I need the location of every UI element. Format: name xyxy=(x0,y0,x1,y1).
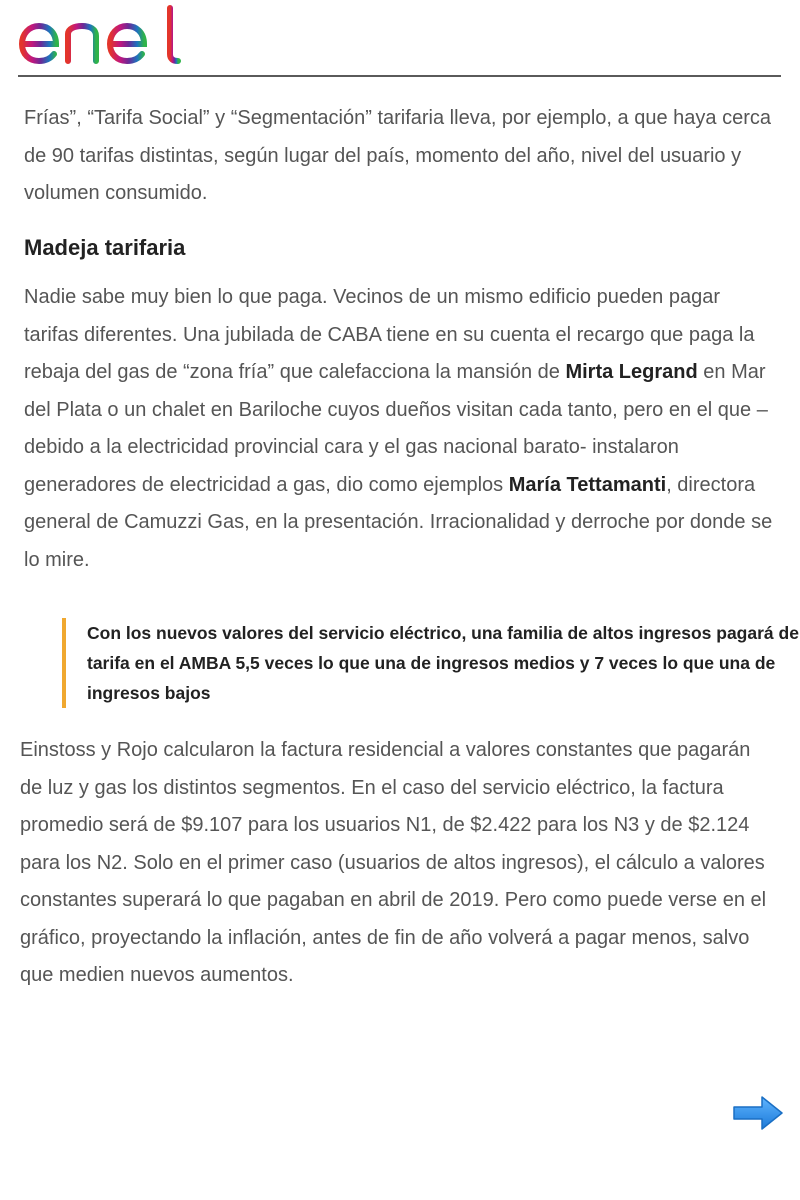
enel-logo[interactable] xyxy=(18,4,183,66)
paragraph-2-text-1: Nadie sabe muy bien lo que paga. Vecinos de un mismo edificio pueden pagar tarifas diferentes. Una jubilada de CABA tiene en su cuenta el recargo que paga la rebaja del gas de “zona fría” que calefacciona la mansión de xyxy=(24,286,755,383)
page-header xyxy=(18,0,781,77)
arrow-right-icon[interactable] xyxy=(732,1094,784,1132)
article-paragraph-3: Einstoss y Rojo calcularon la factura residencial a valores constantes que pagarán de luz y gas los distintos segmentos. En el caso del servicio eléctrico, la factura promedio será de $9.107 para los usuarios N1, de $2.422 para los N3 y de $2.124 para los N2. Solo en el primer caso (usuarios de altos ingresos), el cálculo a valores constantes superará lo que pagaban en abril de 2019. Pero como puede verse en el gráfico, proyectando la inflación, antes de fin de año volverá a pagar menos, salvo que medien nuevos aumentos. xyxy=(20,739,767,986)
article-paragraph-2 xyxy=(24,279,776,579)
pull-quote: Con los nuevos valores del servicio eléctrico, una familia de altos ingresos pagará de tarifa en el AMBA 5,5 veces lo que una de ingresos medios y 7 veces lo que una de ingresos bajos xyxy=(62,618,800,708)
paragraph-2-text-3: , directora general de Camuzzi Gas, en la presentación. Irracionalidad y derroche por donde se lo mire. xyxy=(24,473,773,571)
paragraph-2-text-2: en Mar del Plata o un chalet en Bariloche cuyos dueños visitan cada tanto, pero en el que –debido a la electricidad provincial cara y el gas nacional barato- instalaron generadores de electricidad a gas, dio como ejemplos xyxy=(24,361,768,496)
article-paragraph-1: Frías”, “Tarifa Social” y “Segmentación” tarifaria lleva, por ejemplo, a que haya cerca de 90 tarifas distintas, según lugar del país, momento del año, nivel del usuario y volumen consumido. xyxy=(24,107,771,204)
person-name-mirta-legrand: Mirta Legrand xyxy=(565,361,698,383)
person-name-maria-tettamanti: María Tettamanti xyxy=(508,473,667,496)
section-heading: Madeja tarifaria xyxy=(24,235,186,260)
